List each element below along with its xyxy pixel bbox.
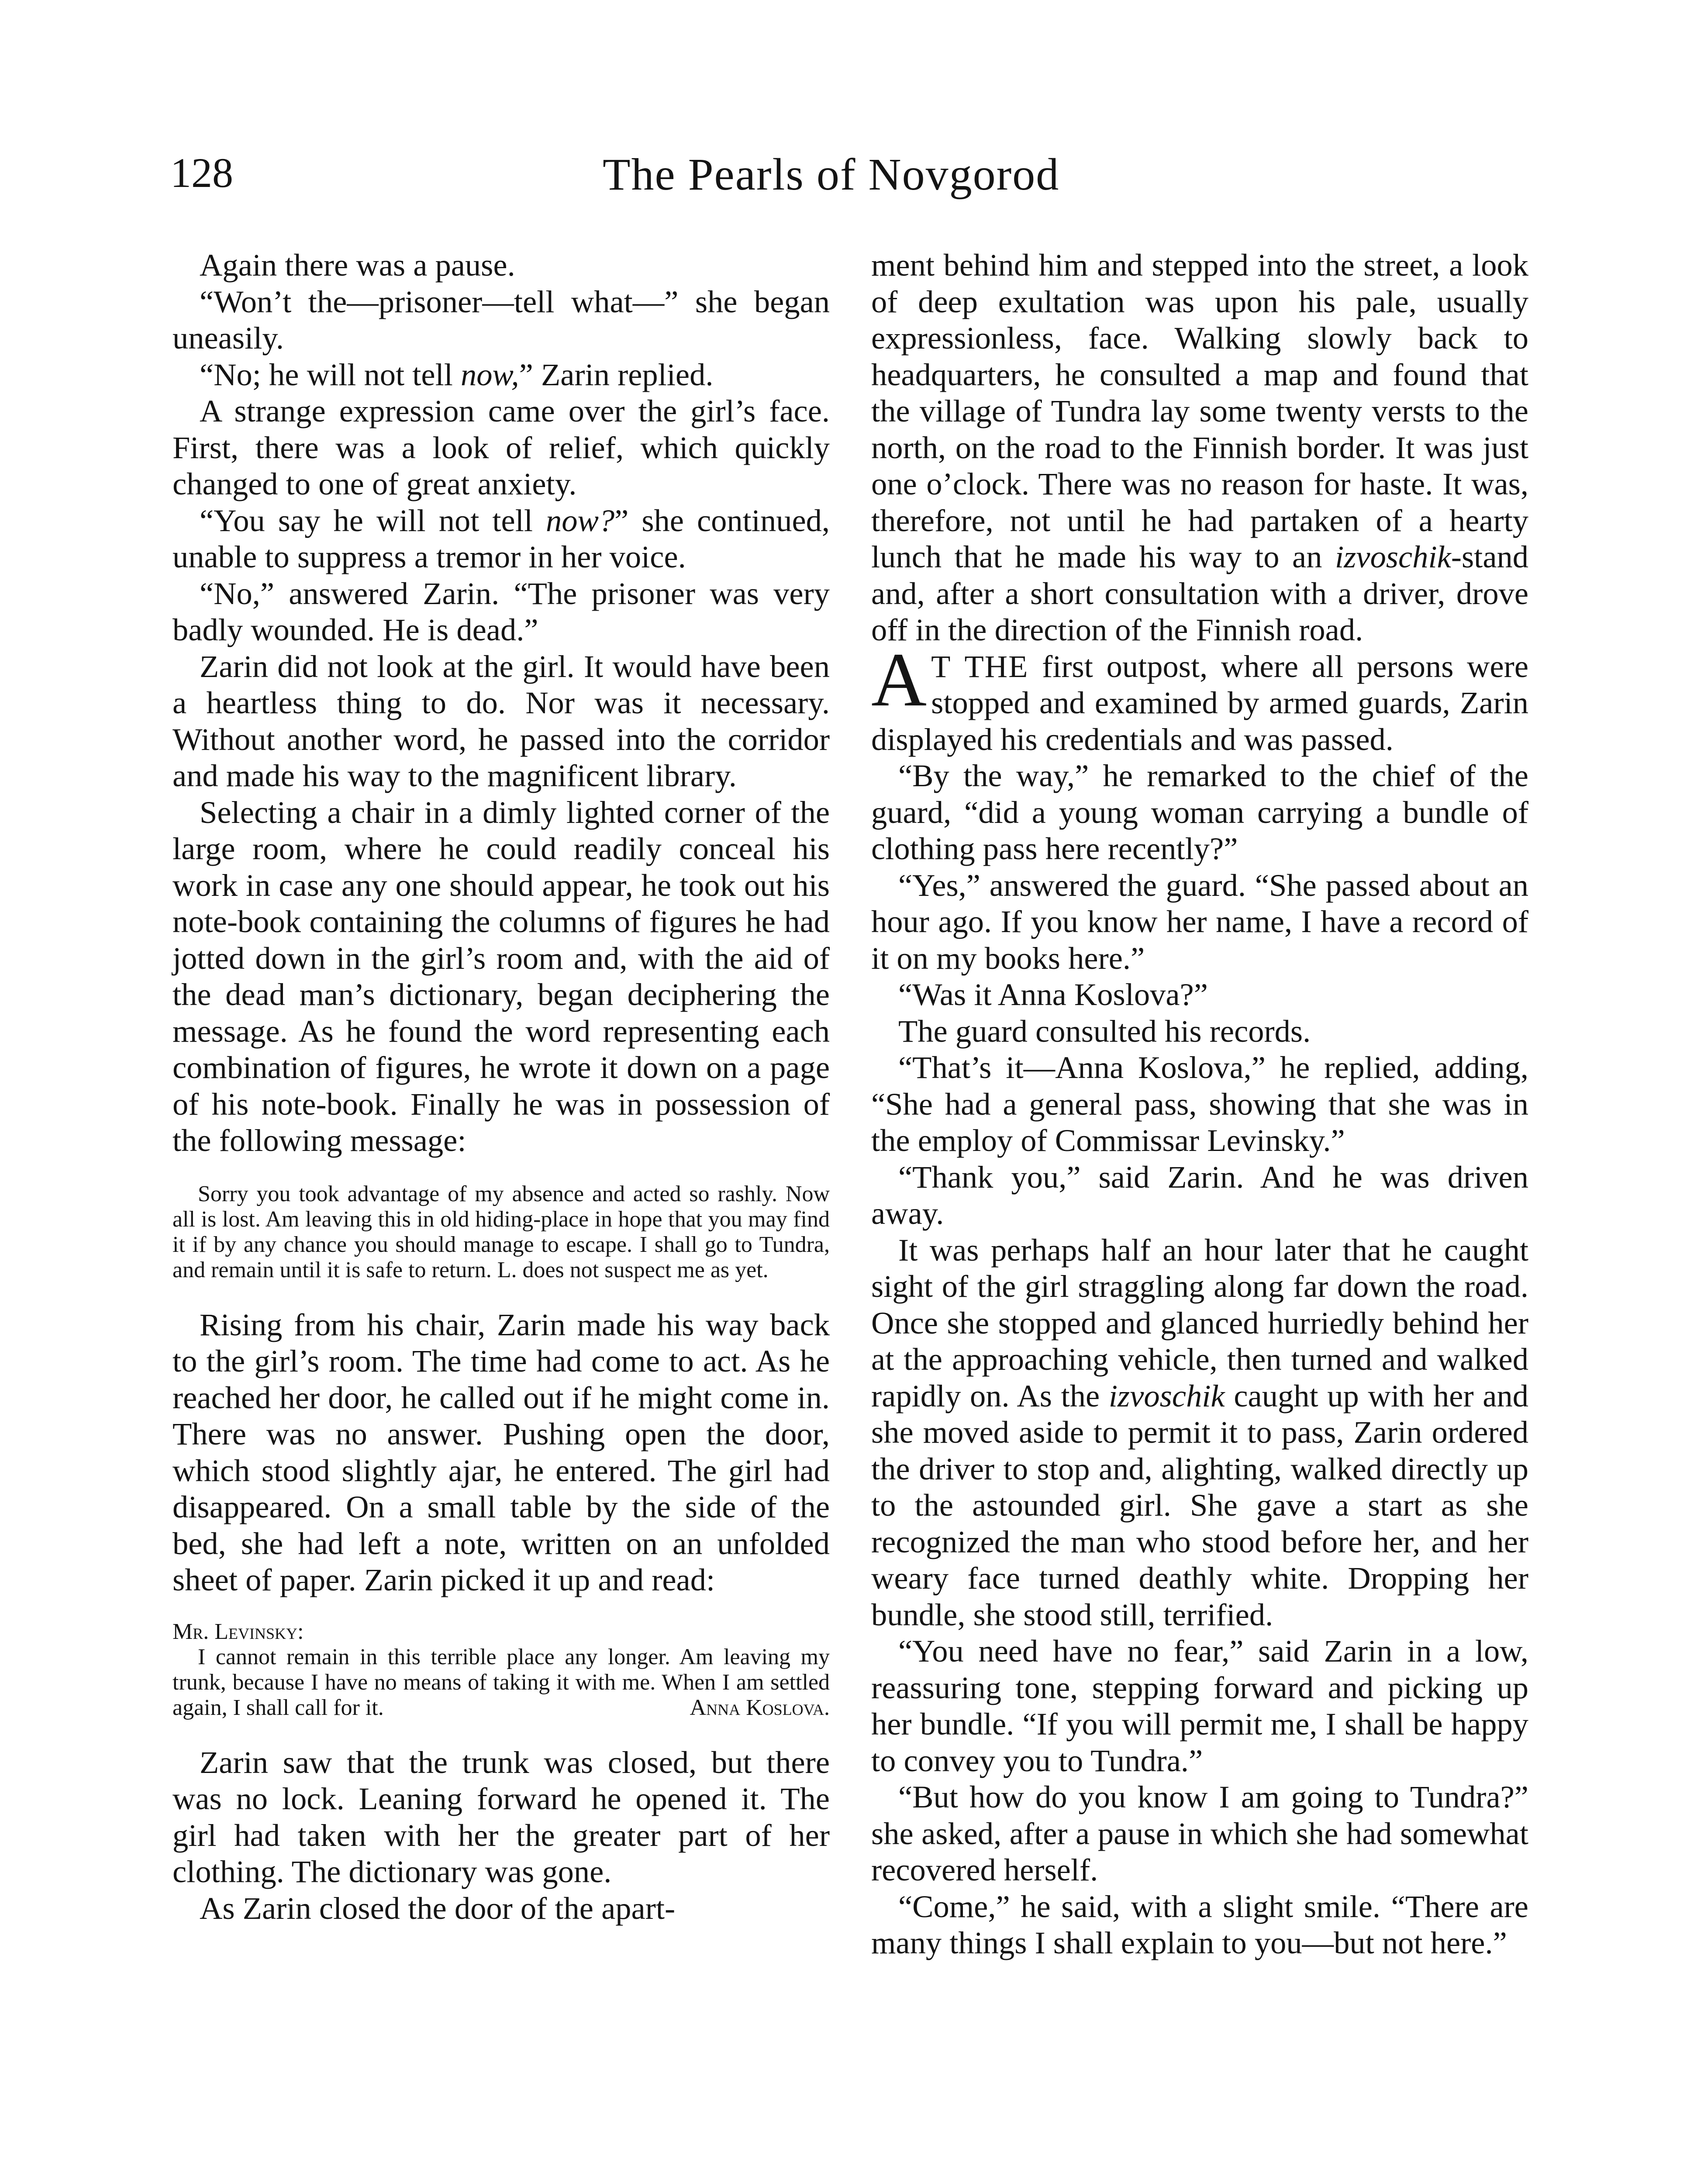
paragraph: “But how do you know I am going to Tundra?” she asked, after a pause in which she had somewhat recovered herself. bbox=[871, 1779, 1528, 1887]
paragraph: “Come,” he said, with a slight smile. “There are many things I shall explain to you—but not here.” bbox=[871, 1888, 1528, 1960]
girls-note bbox=[172, 1619, 830, 1721]
emphasis: izvoschik bbox=[1335, 539, 1451, 574]
left-column bbox=[172, 247, 830, 1926]
paragraph: Zarin saw that the trunk was closed, but there was no lock. Leaning forward he opened it. The girl had taken with her the greater part of her clothing. The dictionary was gone. bbox=[172, 1744, 830, 1889]
paragraph: Rising from his chair, Zarin made his way back to the girl’s room. The time had come to act. As he reached her door, he called out if he might come in. There was no answer. Pushing open the door, which stood slightly ajar, he entered. The girl had disappeared. On a small table by the side of the bed, she had left a note, written on an unfolded sheet of paper. Zarin picked it up and read: bbox=[172, 1306, 830, 1597]
paragraph: It was perhaps half an hour later that he caught sight of the girl straggling along far down the road. Once she stopped and glanced hurriedly behind her at the approaching vehicle, then turned and walked rapidly on. As the izvoschik caught up with her and she moved aside to permit it to pass, Zarin ordered the driver to stop and, alighting, walked directly up to the astounded girl. She gave a start as she recognized the man who stood before her, and her weary face turned deathly white. Dropping her bundle, she stood still, terrified. bbox=[871, 1232, 1528, 1632]
note-body: I cannot remain in this terrible place any longer. Am leaving my trunk, because I have no means of taking it with me. When I am settled again, I shall call for it. Anna Koslova. bbox=[172, 1644, 830, 1720]
paragraph: “You need have no fear,” said Zarin in a low, reassuring tone, stepping forward and picking up her bundle. “If you will permit me, I shall be happy to convey you to Tundra.” bbox=[871, 1633, 1528, 1778]
paragraph: A strange expression came over the girl’s face. First, there was a look of relief, which quickly changed to one of great anxiety. bbox=[172, 393, 830, 501]
paragraph: “Won’t the—prisoner—tell what—” she began uneasily. bbox=[172, 283, 830, 356]
paragraph: “You say he will not tell now?” she continued, unable to suppress a tremor in her voice. bbox=[172, 502, 830, 574]
paragraph: “Was it Anna Koslova?” bbox=[898, 977, 1208, 1012]
paragraph: As Zarin closed the door of the apart- bbox=[200, 1890, 676, 1926]
paragraph: The guard consulted his records. bbox=[898, 1013, 1311, 1049]
deciphered-message: Sorry you took advantage of my absence and acted so rashly. Now all is lost. Am leaving this in old hiding-place in hope that you may find it if by any chance you should manage to escape. I shall go to Tundra, and remain until it is safe to return. L. does not suspect me as yet. bbox=[172, 1181, 830, 1282]
paragraph: “Yes,” answered the guard. “She passed about an hour ago. If you know her name, I have a record of it on my books here.” bbox=[871, 867, 1528, 976]
paragraph: Selecting a chair in a dimly lighted corner of the large room, where he could readily conceal his work in case any one should appear, he took out his note-book containing the columns of figures he had jotted down in the girl’s room and, with the aid of the dead man’s dictionary, began deciphering the message. As he found the word representing each combination of figures, he wrote it down on a page of his note-book. Finally he was in possession of the following message: bbox=[172, 794, 830, 1158]
note-salutation: Mr. Levinsky: bbox=[172, 1619, 304, 1644]
emphasis: izvoschik bbox=[1108, 1378, 1225, 1413]
emphasis: now? bbox=[546, 502, 615, 538]
note-signature: Anna Koslova. bbox=[690, 1695, 830, 1720]
paragraph: Zarin did not look at the girl. It would have been a heartless thing to do. Nor was it necessary. Without another word, he passed into the corridor and made his way to the magnificent library. bbox=[172, 648, 830, 793]
running-title: The Pearls of Novgorod bbox=[603, 149, 1060, 200]
emphasis: now, bbox=[461, 356, 519, 392]
paragraph: “That’s it—Anna Koslova,” he replied, adding, “She had a general pass, showing that she was in the employ of Commissar Levinsky.” bbox=[871, 1050, 1528, 1158]
paragraph: “By the way,” he remarked to the chief of the guard, “did a young woman carrying a bundle of clothing pass here recently?” bbox=[871, 758, 1528, 866]
drop-cap: A bbox=[871, 637, 927, 722]
paragraph: “No; he will not tell now,” Zarin replied. bbox=[200, 356, 714, 392]
paragraph: Again there was a pause. bbox=[200, 247, 515, 283]
right-column bbox=[871, 247, 1528, 1961]
paragraph: “No,” answered Zarin. “The prisoner was very badly wounded. He is dead.” bbox=[172, 575, 830, 647]
paragraph: ment behind him and stepped into the street, a look of deep exultation was upon his pale, usually expressionless, face. Walking slowly back to headquarters, he consulted a map and found that the village of Tundra lay some twenty versts to the north, on the road to the Finnish border. It was just one o’clock. There was no reason for haste. It was, therefore, not until he had partaken of a hearty lunch that he made his way to an izvoschik-stand and, after a short consultation with a driver, drove off in the direction of the Finnish road. bbox=[871, 247, 1528, 647]
page-number: 128 bbox=[170, 149, 233, 196]
section-opening-paragraph: A T THE first outpost, where all persons were stopped and examined by armed guards, Zarin displayed his credentials and was passed. bbox=[871, 637, 1528, 757]
paragraph: “Thank you,” said Zarin. And he was driven away. bbox=[871, 1159, 1528, 1231]
page-header bbox=[0, 149, 1704, 214]
